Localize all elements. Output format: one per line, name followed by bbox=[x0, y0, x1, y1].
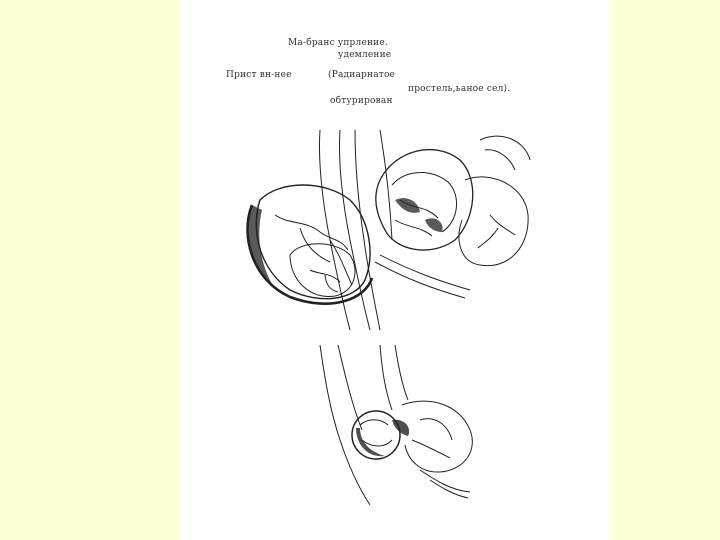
caption-line-5: обтурирован bbox=[330, 96, 393, 106]
caption-line-1: Ма-бранс упрление. bbox=[288, 38, 388, 48]
caption-line-2: удемление bbox=[338, 50, 392, 60]
document-page bbox=[180, 0, 610, 540]
caption-line-3-mid: (Радиарнатое bbox=[328, 70, 396, 80]
caption-line-4: простель,ьаное сел). bbox=[408, 84, 511, 94]
caption-line-3-left: Прист вн-нее bbox=[226, 70, 292, 80]
anatomy-illustration-lower bbox=[180, 0, 610, 540]
